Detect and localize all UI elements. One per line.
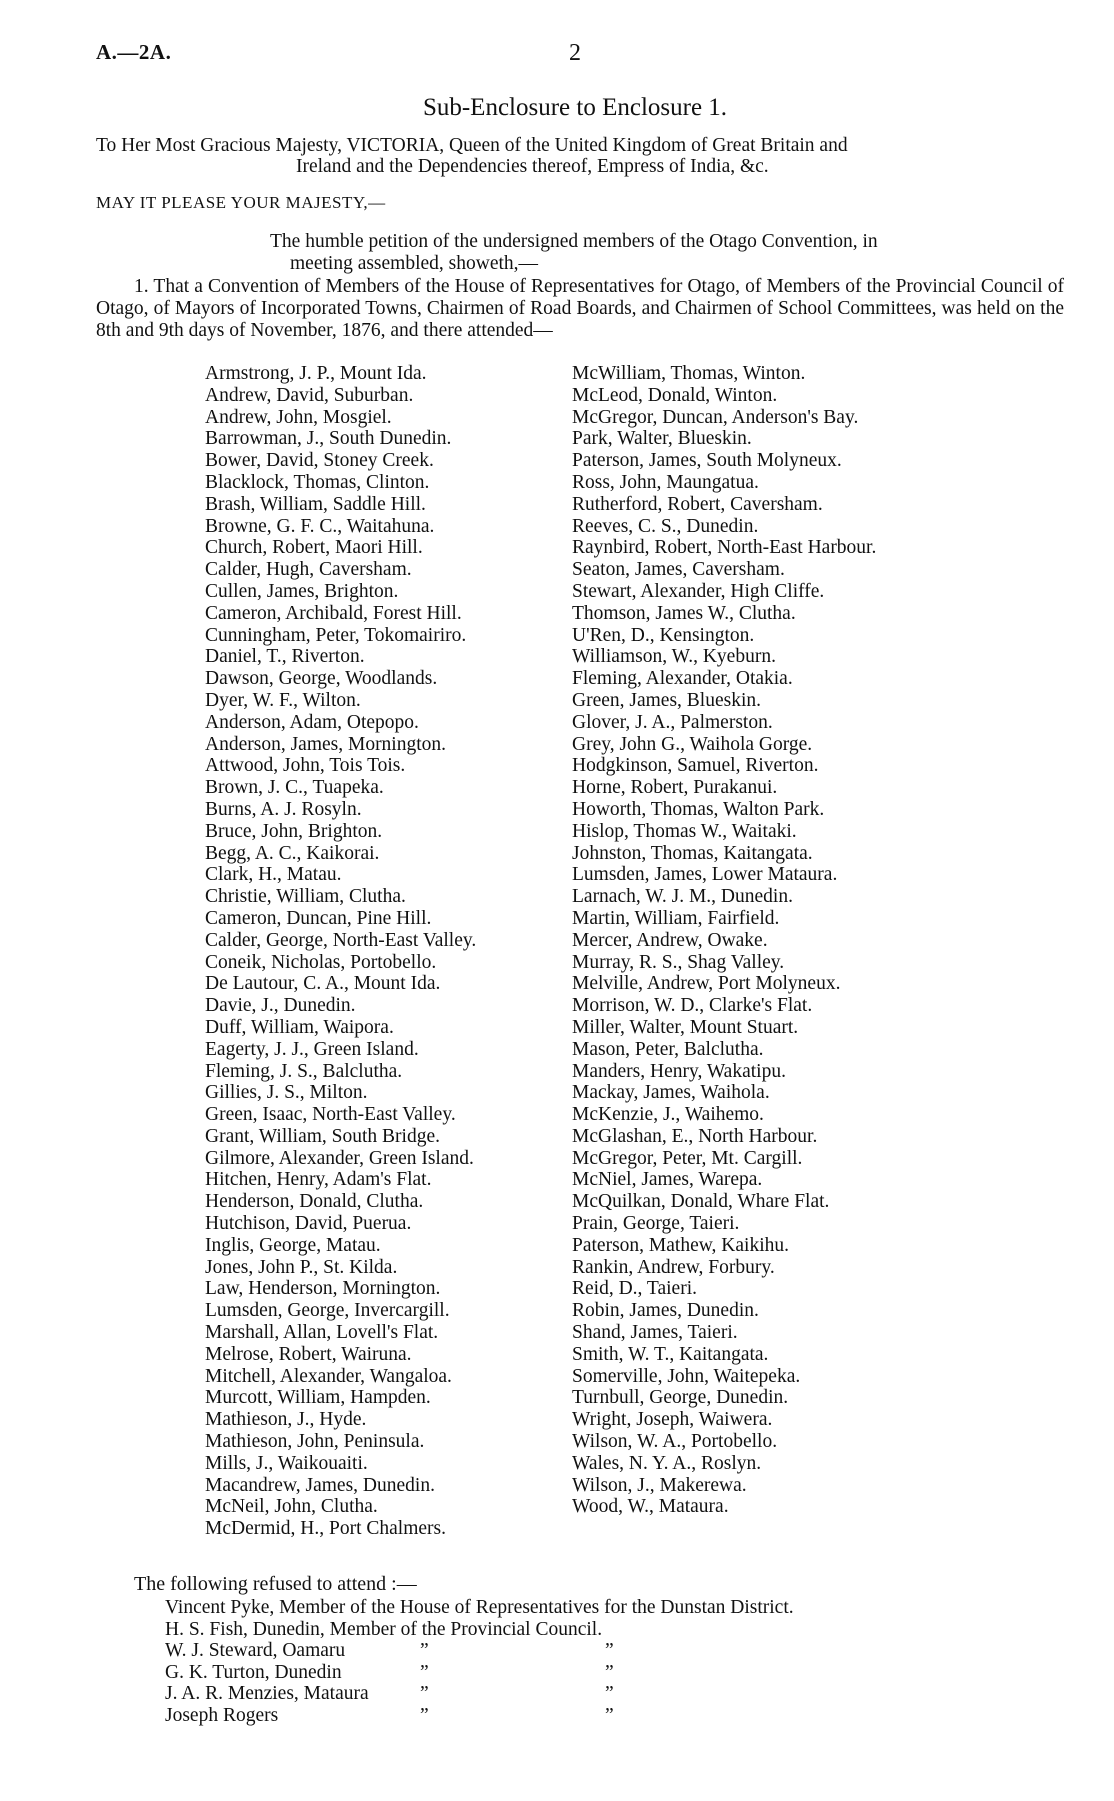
attendee-entry: Cullen, James, Brighton. [205, 580, 399, 602]
attendee-entry: Mason, Peter, Balclutha. [572, 1038, 764, 1060]
address-line: Ireland and the Dependencies thereof, Empress of India, &c. [296, 156, 769, 177]
page-title: Sub-Enclosure to Enclosure 1. [422, 94, 728, 121]
preamble-line: meeting assembled, showeth,— [290, 253, 539, 274]
attendee-entry: Smith, W. T., Kaitangata. [572, 1343, 769, 1365]
attendee-entry: Paterson, James, South Molyneux. [572, 450, 842, 472]
attendee-entry: Cunningham, Peter, Tokomairiro. [205, 624, 467, 646]
attendee-entry: Dyer, W. F., Wilton. [205, 689, 361, 711]
attendee-entry: Robin, James, Dunedin. [572, 1300, 759, 1322]
petition-preamble [270, 231, 1060, 275]
ditto-mark: ” [420, 1661, 429, 1683]
attendee-entry: Brash, William, Saddle Hill. [205, 493, 426, 515]
attendee-entry: Raynbird, Robert, North-East Harbour. [572, 537, 877, 559]
attendee-entry: Rankin, Andrew, Forbury. [572, 1256, 775, 1278]
attendee-entry: Davie, J., Dunedin. [205, 995, 356, 1017]
attendee-entry: McKenzie, J., Waihemo. [572, 1104, 764, 1126]
refused-entry [165, 1640, 794, 1662]
attendee-entry: Eagerty, J. J., Green Island. [205, 1038, 419, 1060]
attendee-entry: Wilson, J., Makerewa. [572, 1474, 747, 1496]
attendee-entry: Mathieson, John, Peninsula. [205, 1431, 425, 1453]
attendee-entry: Prain, George, Taieri. [572, 1213, 740, 1235]
attendee-entry: Macandrew, James, Dunedin. [205, 1474, 435, 1496]
attendee-entry: Hitchen, Henry, Adam's Flat. [205, 1169, 432, 1191]
attendee-entry: Wood, W., Mataura. [572, 1496, 729, 1518]
attendee-entry: Christie, William, Clutha. [205, 886, 406, 908]
attendee-entry: Green, Isaac, North-East Valley. [205, 1104, 456, 1126]
attendee-entry: Wilson, W. A., Portobello. [572, 1431, 778, 1453]
refused-heading: The following refused to attend :— [134, 1573, 417, 1595]
attendee-entry: Cameron, Duncan, Pine Hill. [205, 907, 432, 929]
attendee-entry: Hutchison, David, Puerua. [205, 1213, 412, 1235]
attendee-entry: McGregor, Peter, Mt. Cargill. [572, 1147, 803, 1169]
attendee-entry: Anderson, Adam, Otepopo. [205, 711, 419, 733]
attendee-entry: Stewart, Alexander, High Cliffe. [572, 580, 825, 602]
attendee-entry: Attwood, John, Tois Tois. [205, 755, 406, 777]
attendee-entry: Begg, A. C., Kaikorai. [205, 842, 380, 864]
refused-entry [165, 1705, 794, 1727]
refused-name: Vincent Pyke, Member of the House of Representatives for the Dunstan District. [165, 1597, 794, 1618]
refused-name: Joseph Rogers [165, 1704, 279, 1726]
attendee-entry: Ross, John, Maungatua. [572, 471, 759, 493]
attendee-entry: McGregor, Duncan, Anderson's Bay. [572, 406, 859, 428]
attendee-entry: Bower, David, Stoney Creek. [205, 450, 434, 472]
attendee-entry: Cameron, Archibald, Forest Hill. [205, 602, 462, 624]
attendee-entry: Rutherford, Robert, Caversham. [572, 493, 823, 515]
attendee-entry: Coneik, Nicholas, Portobello. [205, 951, 437, 973]
attendee-entry: McQuilkan, Donald, Whare Flat. [572, 1191, 830, 1213]
attendee-entry: McWilliam, Thomas, Winton. [572, 363, 806, 384]
refused-name: W. J. Steward, Oamaru [165, 1640, 346, 1661]
refused-entry [165, 1619, 794, 1641]
attendee-entry: U'Ren, D., Kensington. [572, 624, 755, 646]
attendee-entry: Hislop, Thomas W., Waitaki. [572, 820, 797, 842]
attendee-entry: Clark, H., Matau. [205, 864, 342, 886]
preamble-line: The humble petition of the undersigned members of the Otago Convention, in [270, 231, 878, 252]
paragraph-text: 1. That a Convention of Members of the House of Representatives for Otago, of Members of the Provincial Council of Otago, of Mayors of Incorporated Towns, Chairmen of Road Boards, and Chairmen of School Committees, was held on the 8th and 9th days of November, 1876, and there attended— [96, 276, 1064, 341]
attendee-entry: Daniel, T., Riverton. [205, 646, 365, 668]
attendee-entry: Bruce, John, Brighton. [205, 820, 383, 842]
attendee-entry: Marshall, Allan, Lovell's Flat. [205, 1322, 439, 1344]
attendee-entry: Duff, William, Waipora. [205, 1016, 394, 1038]
attendee-entry: Andrew, David, Suburban. [205, 384, 414, 406]
page-number: 2 [569, 40, 581, 66]
attendee-entry: Mitchell, Alexander, Wangaloa. [205, 1365, 452, 1387]
attendee-entry: Reid, D., Taieri. [572, 1278, 697, 1300]
attendee-list-left [205, 363, 476, 1540]
refused-entry [165, 1683, 794, 1705]
attendee-entry: Martin, William, Fairfield. [572, 907, 780, 929]
attendee-entry: Inglis, George, Matau. [205, 1234, 381, 1256]
attendee-entry: Melville, Andrew, Port Molyneux. [572, 973, 841, 995]
ditto-mark: ” [420, 1704, 429, 1726]
attendee-entry: Calder, George, North-East Valley. [205, 929, 477, 951]
attendee-entry: Wales, N. Y. A., Roslyn. [572, 1452, 762, 1474]
attendee-entry: Grey, John G., Waihola Gorge. [572, 733, 813, 755]
attendee-entry: Johnston, Thomas, Kaitangata. [572, 842, 813, 864]
attendee-entry: McNiel, James, Warepa. [572, 1169, 763, 1191]
ditto-mark: ” [605, 1683, 614, 1704]
attendee-list-right [572, 363, 876, 1518]
attendee-entry: Larnach, W. J. M., Dunedin. [572, 886, 793, 908]
attendee-entry: Dawson, George, Woodlands. [205, 668, 438, 690]
attendee-entry: Reeves, C. S., Dunedin. [572, 515, 759, 537]
attendee-entry: Law, Henderson, Mornington. [205, 1278, 441, 1300]
attendee-entry: Jones, John P., St. Kilda. [205, 1256, 398, 1278]
refused-entry [165, 1597, 794, 1619]
address-line: To Her Most Gracious Majesty, VICTORIA, Queen of the United Kingdom of Great Britain and [96, 135, 848, 156]
attendee-entry: Calder, Hugh, Caversham. [205, 559, 412, 581]
attendee-entry: McNeil, John, Clutha. [205, 1496, 378, 1518]
attendee-entry: Murray, R. S., Shag Valley. [572, 951, 785, 973]
attendee-entry: Murcott, William, Hampden. [205, 1387, 431, 1409]
attendee-entry: Shand, James, Taieri. [572, 1322, 738, 1344]
attendee-entry: McGlashan, E., North Harbour. [572, 1125, 818, 1147]
refused-list [165, 1597, 794, 1726]
attendee-entry: Burns, A. J. Rosyln. [205, 798, 362, 820]
ditto-mark: ” [420, 1640, 429, 1661]
attendee-entry: Gillies, J. S., Milton. [205, 1082, 368, 1104]
attendee-entry: Thomson, James W., Clutha. [572, 602, 796, 624]
attendee-entry: Browne, G. F. C., Waitahuna. [205, 515, 435, 537]
attendee-entry: Somerville, John, Waitepeka. [572, 1365, 801, 1387]
refused-name: H. S. Fish, Dunedin, Member of the Provincial Council. [165, 1618, 603, 1640]
attendee-entry: Lumsden, George, Invercargill. [205, 1300, 450, 1322]
attendee-entry: Anderson, James, Mornington. [205, 733, 447, 755]
attendee-entry: Gilmore, Alexander, Green Island. [205, 1147, 474, 1169]
document-reference: A.—2A. [96, 40, 172, 64]
attendee-entry: Turnbull, George, Dunedin. [572, 1387, 789, 1409]
ditto-mark: ” [605, 1640, 614, 1661]
refused-name: G. K. Turton, Dunedin [165, 1661, 342, 1683]
attendee-entry: Howorth, Thomas, Walton Park. [572, 798, 825, 820]
attendee-entry: Blacklock, Thomas, Clinton. [205, 471, 430, 493]
ditto-mark: ” [605, 1704, 614, 1726]
attendee-entry: Armstrong, J. P., Mount Ida. [205, 363, 427, 384]
attendee-entry: Fleming, Alexander, Otakia. [572, 668, 793, 690]
salutation: MAY IT PLEASE YOUR MAJESTY,— [96, 193, 386, 212]
attendee-entry: Hodgkinson, Samuel, Riverton. [572, 755, 819, 777]
attendee-entry: Andrew, John, Mosgiel. [205, 406, 392, 428]
attendee-entry: Fleming, J. S., Balclutha. [205, 1060, 403, 1082]
ditto-mark: ” [605, 1661, 614, 1683]
attendee-entry: Morrison, W. D., Clarke's Flat. [572, 995, 813, 1017]
attendee-entry: Mercer, Andrew, Owake. [572, 929, 768, 951]
ditto-mark: ” [420, 1683, 429, 1704]
attendee-entry: Mathieson, J., Hyde. [205, 1409, 367, 1431]
attendee-entry: Mackay, James, Waihola. [572, 1082, 770, 1104]
attendee-entry: Wright, Joseph, Waiwera. [572, 1409, 773, 1431]
attendee-entry: Henderson, Donald, Clutha. [205, 1191, 424, 1213]
refused-entry [165, 1662, 794, 1684]
attendee-entry: De Lautour, C. A., Mount Ida. [205, 973, 441, 995]
attendee-entry: Horne, Robert, Purakanui. [572, 777, 778, 799]
attendee-entry: Grant, William, South Bridge. [205, 1125, 440, 1147]
attendee-entry: Park, Walter, Blueskin. [572, 428, 752, 450]
attendee-entry: Glover, J. A., Palmerston. [572, 711, 773, 733]
attendee-entry: Brown, J. C., Tuapeka. [205, 777, 384, 799]
refused-name: J. A. R. Menzies, Mataura [165, 1683, 369, 1704]
attendee-entry: Lumsden, James, Lower Mataura. [572, 864, 838, 886]
attendee-entry: Melrose, Robert, Wairuna. [205, 1343, 412, 1365]
attendee-entry: Church, Robert, Maori Hill. [205, 537, 423, 559]
attendee-entry: Barrowman, J., South Dunedin. [205, 428, 452, 450]
attendee-entry: Mills, J., Waikouaiti. [205, 1452, 368, 1474]
attendee-entry: Manders, Henry, Wakatipu. [572, 1060, 786, 1082]
attendee-entry: Seaton, James, Caversham. [572, 559, 785, 581]
attendee-entry: McDermid, H., Port Chalmers. [205, 1518, 447, 1540]
attendee-entry: Green, James, Blueskin. [572, 689, 762, 711]
attendee-entry: Miller, Walter, Mount Stuart. [572, 1016, 799, 1038]
attendee-entry: McLeod, Donald, Winton. [572, 384, 778, 406]
attendee-entry: Williamson, W., Kyeburn. [572, 646, 776, 668]
address-block [96, 135, 1061, 177]
paragraph-1 [96, 276, 1064, 342]
attendee-entry: Paterson, Mathew, Kaikihu. [572, 1234, 789, 1256]
